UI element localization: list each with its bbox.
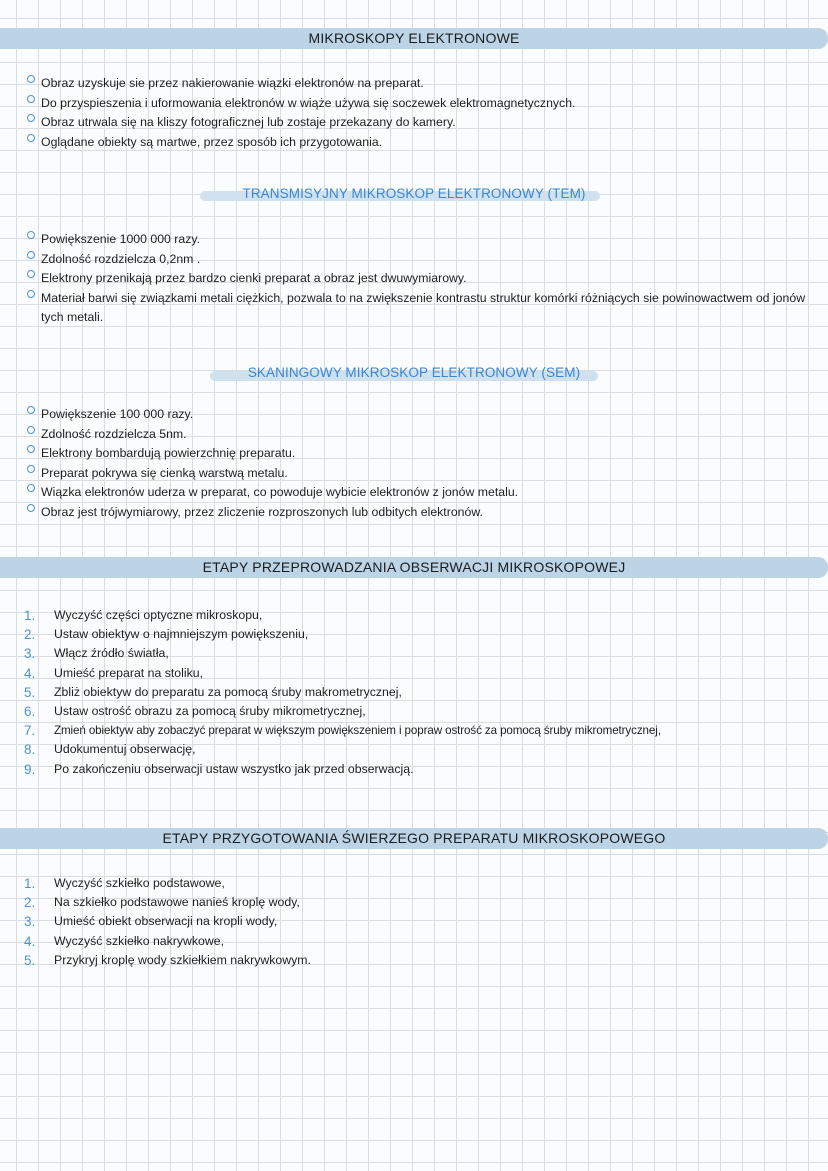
subtitle-sem: SKANINGOWY MIKROSKOP ELEKTRONOWY (SEM) (247, 365, 581, 380)
bullet-circle-icon (27, 114, 35, 122)
list-item: 9. Po zakończeniu obserwacji ustaw wszystko jak przed obserwacją. (24, 761, 414, 777)
list-item: Zdolność rozdzielcza 0,2nm . (24, 250, 818, 270)
bullet-list-sem (24, 405, 818, 522)
bullet-circle-icon (27, 504, 35, 512)
list-item: 1. Wyczyść części optyczne mikroskopu, (24, 608, 263, 623)
list-item: 5. Zbliż obiektyw do preparatu za pomocą śruby makrometrycznej, (24, 684, 402, 700)
list-item: Oglądane obiekty są martwe, przez sposób ich przygotowania. (24, 133, 818, 153)
list-item: 6. Ustaw ostrość obrazu za pomocą śruby mikrometrycznej, (24, 704, 366, 720)
bullet-list-mikroskopy (24, 74, 818, 152)
bullet-circle-icon (27, 75, 35, 83)
list-item: 4. Umieść preparat na stoliku, (24, 665, 203, 681)
section-title-obserwacja: ETAPY PRZEPROWADZANIA OBSERWACJI MIKROSKOPOWEJ (202, 559, 626, 575)
bullet-circle-icon (27, 484, 35, 492)
list-item: Elektrony przenikają przez bardzo cienki preparat a obraz jest dwuwymiarowy. (24, 269, 818, 289)
numbered-list-obserwacja (24, 606, 820, 779)
bullet-circle-icon (27, 465, 35, 473)
list-item: Wiązka elektronów uderza w preparat, co powoduje wybicie elektronów z jonów metalu. (24, 483, 818, 503)
list-item: 1. Wyczyść szkiełko podstawowe, (24, 876, 225, 891)
list-item: 8. Udokumentuj obserwację, (24, 742, 196, 758)
list-item: 2. Ustaw obiektyw o najmniejszym powiększeniu, (24, 627, 309, 643)
list-item: Obraz utrwala się na kliszy fotograficznej lub zostaje przekazany do kamery. (24, 113, 818, 133)
list-item: 2. Na szkiełko podstawowe nanieś kroplę wody, (24, 895, 300, 911)
list-item: Powiększenie 1000 000 razy. (24, 230, 818, 250)
bullet-circle-icon (27, 251, 35, 259)
list-item: Zdolność rozdzielcza 5nm. (24, 425, 818, 445)
list-item: 7. Zmień obiektyw aby zobaczyć preparat w większym powiększeniem i popraw ostrość za pomocą śruby mikrometrycznej, (24, 723, 661, 739)
bullet-circle-icon (27, 445, 35, 453)
bullet-circle-icon (27, 270, 35, 278)
bullet-circle-icon (27, 426, 35, 434)
numbered-list-preparat (24, 874, 820, 970)
list-item: Do przyspieszenia i uformowania elektronów w wiąże używa się soczewek elektromagnetycznych. (24, 94, 818, 114)
subtitle-tem: TRANSMISYJNY MIKROSKOP ELEKTRONOWY (TEM) (242, 186, 586, 201)
bullet-circle-icon (27, 95, 35, 103)
list-item: Obraz uzyskuje sie przez nakierowanie wiązki elektronów na preparat. (24, 74, 818, 94)
list-item: Materiał barwi się związkami metali ciężkich, pozwala to na zwiększenie kontrastu struktur komórki różniących sie powinowactwem od jonów tych metali. (24, 289, 818, 328)
bullet-circle-icon (27, 290, 35, 298)
bullet-circle-icon (27, 406, 35, 414)
bullet-circle-icon (27, 134, 35, 142)
list-item: Preparat pokrywa się cienką warstwą metalu. (24, 464, 818, 484)
section-title-mikroskopy: MIKROSKOPY ELEKTRONOWE (308, 30, 520, 46)
list-item: Powiększenie 100 000 razy. (24, 405, 818, 425)
section-title-preparat: ETAPY PRZYGOTOWANIA ŚWIERZEGO PREPARATU MIKROSKOPOWEGO (162, 830, 666, 846)
list-item: Obraz jest trójwymiarowy, przez zliczenie rozproszonych lub odbitych elektronów. (24, 503, 818, 523)
bullet-circle-icon (27, 231, 35, 239)
list-item: 3. Włącz źródło światła, (24, 646, 169, 662)
list-item: 4. Wyczyść szkiełko nakrywkowe, (24, 933, 225, 949)
list-item: 3. Umieść obiekt obserwacji na kropli wody, (24, 914, 278, 930)
bullet-list-tem (24, 230, 818, 328)
list-item: Elektrony bombardują powierzchnię preparatu. (24, 444, 818, 464)
list-item: 5. Przykryj kroplę wody szkiełkiem nakrywkowym. (24, 952, 311, 968)
